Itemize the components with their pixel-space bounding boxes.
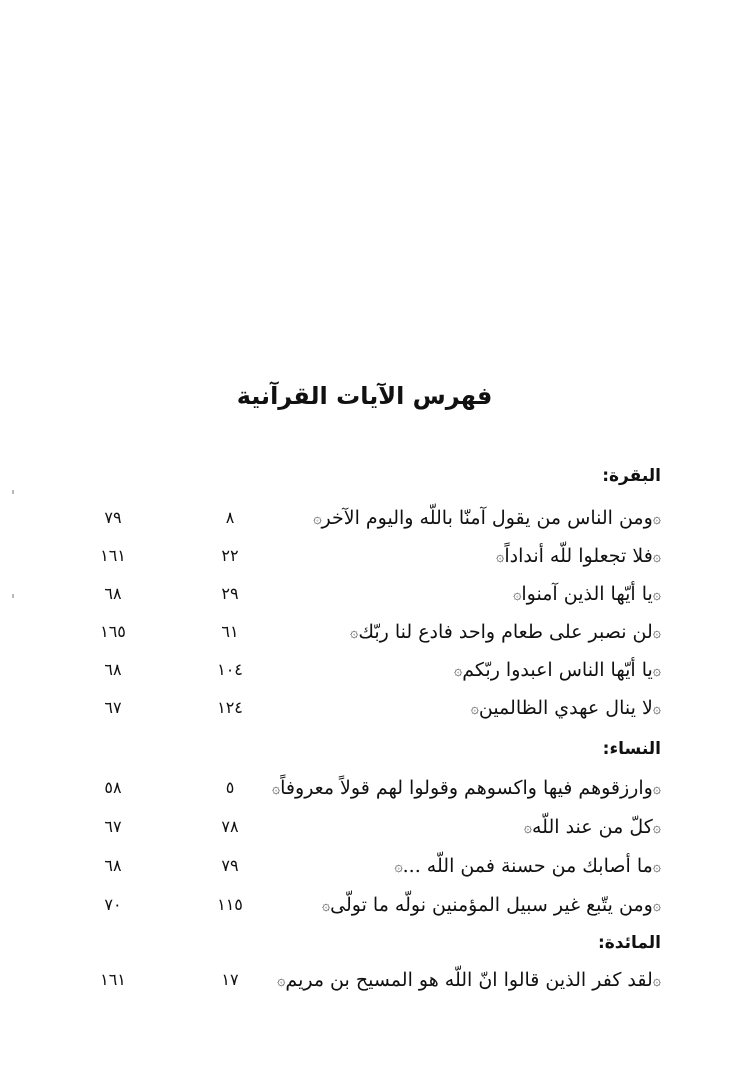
index-row <box>0 965 729 995</box>
verse-text: ۞ومن الناس من يقول آمنّا باللّه واليوم الآخر۞ <box>313 507 661 529</box>
ornament-close-icon: ۞ <box>394 859 403 875</box>
page-number: ١٦١ <box>100 546 126 565</box>
page-number: ١٦٥ <box>100 622 126 641</box>
margin-mark <box>12 490 14 494</box>
page-title: فهرس الآيات القرآنية <box>236 382 493 410</box>
verse-number: ٥ <box>225 778 235 797</box>
ornament-open-icon: ۞ <box>652 511 661 527</box>
ornament-close-icon: ۞ <box>454 663 463 679</box>
verse-number: ٢٢ <box>221 546 239 565</box>
page-number: ٥٨ <box>104 778 122 797</box>
ornament-open-icon: ۞ <box>652 663 661 679</box>
index-row <box>0 579 729 609</box>
verse-text: ۞وارزقوهم فيها واكسوهم وقولوا لهم قولاً معروفاً۞ <box>271 777 661 799</box>
page-number: ٦٧ <box>104 817 122 836</box>
verse-number: ١٢٤ <box>217 698 243 717</box>
page-number: ٦٨ <box>104 660 122 679</box>
verse-text: ۞يا أيّها الذين آمنوا۞ <box>513 583 661 605</box>
index-row <box>0 812 729 842</box>
verse-number: ١١٥ <box>217 895 243 914</box>
verse-number: ٨ <box>225 508 235 527</box>
verse-number: ١٧ <box>221 970 239 989</box>
verse-number: ٧٩ <box>221 856 239 875</box>
ornament-open-icon: ۞ <box>652 973 661 989</box>
verse-text: ۞يا أيّها الناس اعبدوا ربّكم۞ <box>454 659 661 681</box>
ornament-close-icon: ۞ <box>271 781 281 797</box>
ornament-open-icon: ۞ <box>652 701 661 717</box>
section-heading-maida: المائدة: <box>597 933 661 953</box>
verse-number: ٧٨ <box>221 817 239 836</box>
verse-text: ۞لقد كفر الذين قالوا انّ اللّه هو المسيح بن مريم۞ <box>277 969 661 991</box>
verse-number: ٢٩ <box>221 584 239 603</box>
ornament-open-icon: ۞ <box>652 549 661 565</box>
verse-text: ۞فلا تجعلوا للّه أنداداً۞ <box>496 545 661 567</box>
verse-text: ۞لا ينال عهدي الظالمين۞ <box>470 697 661 719</box>
page-number: ٦٨ <box>104 856 122 875</box>
page-number: ٧٠ <box>104 895 122 914</box>
verse-text: ۞ما أصابك من حسنة فمن اللّه ...۞ <box>394 855 661 877</box>
index-row <box>0 890 729 920</box>
ornament-open-icon: ۞ <box>652 898 661 914</box>
section-heading-nisa: النساء: <box>602 739 661 759</box>
section-heading-baqara: البقرة: <box>602 466 661 486</box>
ornament-close-icon: ۞ <box>513 587 522 603</box>
ornament-open-icon: ۞ <box>652 859 661 875</box>
ornament-open-icon: ۞ <box>652 587 661 603</box>
index-row <box>0 655 729 685</box>
ornament-close-icon: ۞ <box>470 701 479 717</box>
index-row <box>0 541 729 571</box>
ornament-close-icon: ۞ <box>523 820 532 836</box>
index-row <box>0 617 729 647</box>
verse-text: ۞ومن يتّبع غير سبيل المؤمنين نولّه ما تولّى۞ <box>321 894 661 916</box>
page-number: ٧٩ <box>104 508 122 527</box>
index-row <box>0 851 729 881</box>
ornament-close-icon: ۞ <box>350 625 359 641</box>
ornament-open-icon: ۞ <box>652 625 661 641</box>
index-row <box>0 773 729 803</box>
verse-text: ۞لن نصبر على طعام واحد فادع لنا ربّك۞ <box>350 621 661 643</box>
verse-number: ٦١ <box>221 622 239 641</box>
index-row <box>0 503 729 533</box>
ornament-open-icon: ۞ <box>652 781 661 797</box>
ornament-close-icon: ۞ <box>313 511 322 527</box>
ornament-close-icon: ۞ <box>277 973 286 989</box>
ornament-close-icon: ۞ <box>321 898 331 914</box>
page-number: ٦٨ <box>104 584 122 603</box>
ornament-close-icon: ۞ <box>496 549 505 565</box>
ornament-open-icon: ۞ <box>652 820 661 836</box>
index-row <box>0 693 729 723</box>
verse-number: ١٠٤ <box>217 660 243 679</box>
page-number: ٦٧ <box>104 698 122 717</box>
verse-text: ۞كلّ من عند اللّه۞ <box>523 816 661 838</box>
page-number: ١٦١ <box>100 970 126 989</box>
